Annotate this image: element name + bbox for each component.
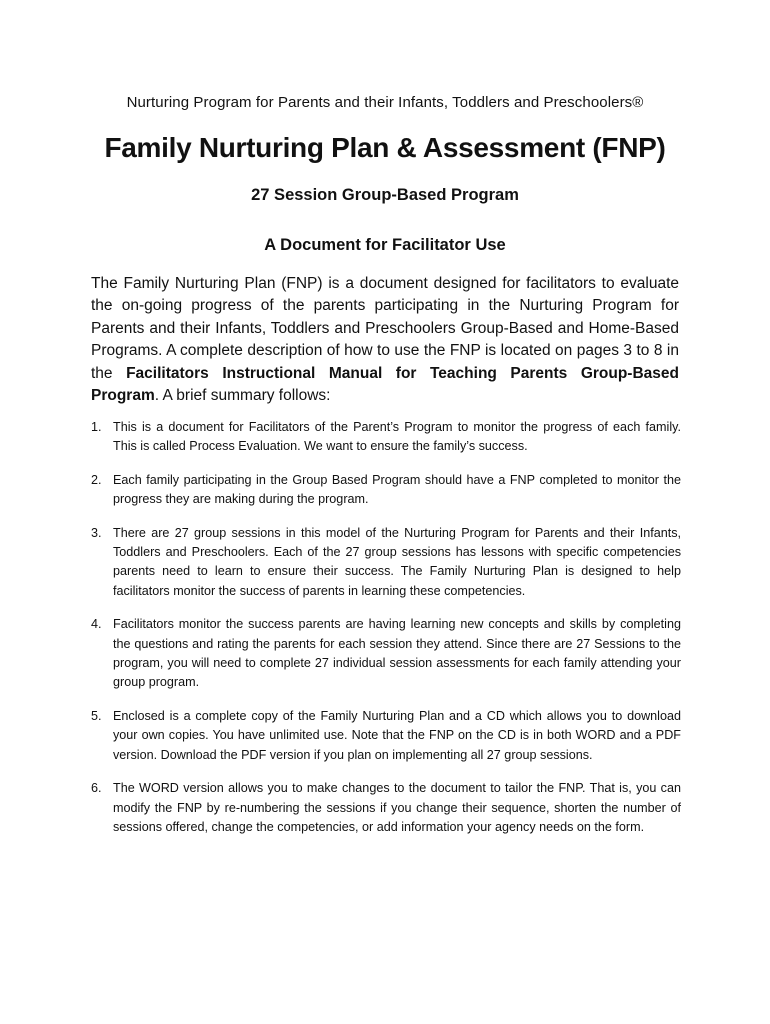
intro-paragraph — [91, 273, 679, 407]
list-item-text: This is a document for Facilitators of the Parent’s Program to monitor the progress of each family. This is called Process Evaluation. We want to ensure the family’s success. — [113, 420, 681, 454]
list-item — [91, 615, 681, 693]
list-item-text: Facilitators monitor the success parents are having learning new concepts and skills by completing the questions and rating the parents for each session they attend. Since there are 27 Sessions to the program, you will need to complete 27 individual session assessments for each family attending your group program. — [113, 617, 681, 690]
page-subtitle: 27 Session Group-Based Program — [251, 186, 519, 204]
summary-list — [91, 418, 681, 851]
list-item-number: 3. — [91, 525, 102, 540]
list-item — [91, 524, 681, 602]
list-item-text: The WORD version allows you to make changes to the document to tailor the FNP. That is, you can modify the FNP by re-numbering the sessions if you change their sequence, shorten the number of sessions offered, change the competencies, or add information your agency needs on the form. — [113, 781, 681, 834]
list-item — [91, 471, 681, 510]
list-item-number: 5. — [91, 708, 102, 723]
intro-text-after: . A brief summary follows: — [154, 387, 331, 405]
program-line: Nurturing Program for Parents and their Infants, Toddlers and Preschoolers® — [126, 94, 644, 111]
list-item-number: 6. — [91, 781, 102, 796]
list-item — [91, 707, 681, 765]
list-item-number: 2. — [91, 472, 102, 487]
list-item-text: Enclosed is a complete copy of the Family Nurturing Plan and a CD which allows you to download your own copies. You have unlimited use. Note that the FNP on the CD is in both WORD and a PDF version. Download the PDF version if you plan on implementing all 27 group sessions. — [113, 708, 681, 762]
list-item — [91, 418, 681, 457]
page-title: Family Nurturing Plan & Assessment (FNP) — [104, 132, 666, 163]
list-item-text: Each family participating in the Group Based Program should have a FNP completed to monitor the progress they are making during the program. — [113, 472, 681, 507]
intro-manual-title: Facilitators Instructional Manual for Teaching Parents Group-Based Program — [91, 364, 679, 405]
list-item — [91, 779, 681, 837]
list-item-number: 4. — [91, 617, 102, 632]
list-item-text: There are 27 group sessions in this model of the Nurturing Program for Parents and their Infants, Toddlers and Preschoolers. Each of the 27 group sessions has lessons with specific competencies parents need to learn to ensure their success. The Family Nurturing Plan is designed to help facilitators monitor the success of parents in learning these competencies. — [113, 525, 681, 598]
document-heading: A Document for Facilitator Use — [264, 236, 506, 254]
intro-text-before: The Family Nurturing Plan (FNP) is a document designed for facilitators to evaluate the on-going progress of the parents participating in the Nurturing Program for Parents and their Infants, Toddlers and Preschoolers Group-Based and Home-Based Programs. A complete description of how to use the FNP is located on pages 3 to 8 in the — [91, 275, 679, 382]
list-item-number: 1. — [91, 420, 102, 434]
